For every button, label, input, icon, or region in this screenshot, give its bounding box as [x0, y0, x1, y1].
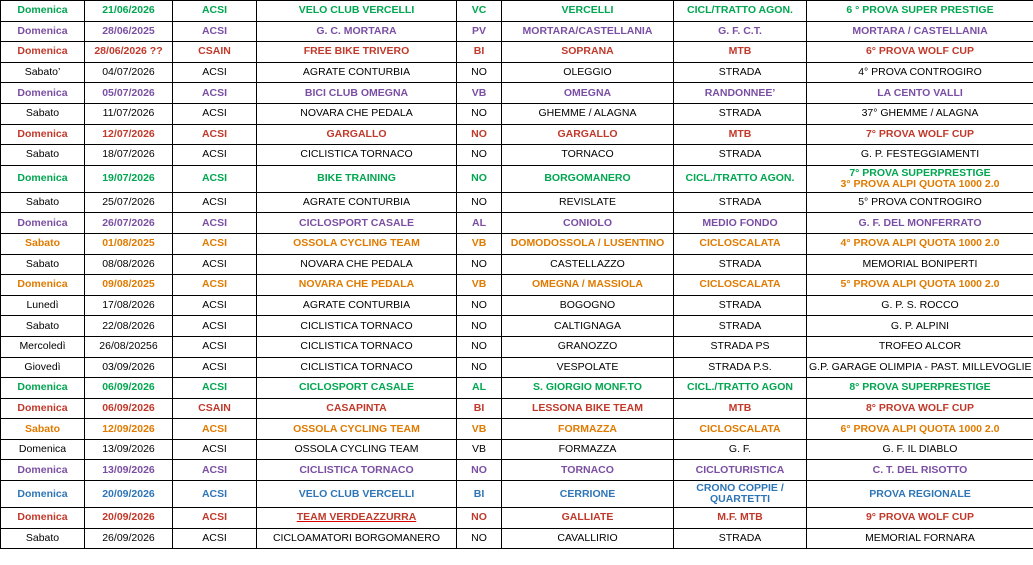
- cell-federation: ACSI: [173, 439, 257, 460]
- cell-date: 06/09/2026: [85, 398, 173, 419]
- cell-day: Domenica: [1, 124, 85, 145]
- cell-date: 26/09/2026: [85, 528, 173, 549]
- cell-organizer: BICI CLUB OMEGNA: [257, 83, 457, 104]
- table-row: [1, 336, 1033, 357]
- cell-location: CALTIGNAGA: [502, 316, 674, 337]
- cell-event: 6° PROVA ALPI QUOTA 1000 2.0: [807, 419, 1033, 440]
- table-row: [1, 439, 1033, 460]
- cell-federation: CSAIN: [173, 398, 257, 419]
- cell-location: CASTELLAZZO: [502, 254, 674, 275]
- cell-location: GHEMME / ALAGNA: [502, 103, 674, 124]
- cell-province: VB: [457, 275, 502, 296]
- cell-location: CAVALLIRIO: [502, 528, 674, 549]
- table-row: [1, 508, 1033, 529]
- cell-discipline: CRONO COPPIE / QUARTETTI: [674, 481, 807, 508]
- cell-federation: ACSI: [173, 460, 257, 481]
- cell-date: 13/09/2026: [85, 460, 173, 481]
- cell-federation: ACSI: [173, 295, 257, 316]
- cell-event: 5° PROVA ALPI QUOTA 1000 2.0: [807, 275, 1033, 296]
- cell-organizer: CICLISTICA TORNACO: [257, 316, 457, 337]
- cell-date: 25/07/2026: [85, 192, 173, 213]
- cell-event: 4° PROVA ALPI QUOTA 1000 2.0: [807, 233, 1033, 254]
- cell-discipline: STRADA: [674, 192, 807, 213]
- cell-organizer: CICLOSPORT CASALE: [257, 378, 457, 399]
- cell-discipline: CICLOSCALATA: [674, 233, 807, 254]
- cell-day: Sabato: [1, 528, 85, 549]
- cell-day: Domenica: [1, 439, 85, 460]
- cell-location: VESPOLATE: [502, 357, 674, 378]
- cell-date: 12/07/2026: [85, 124, 173, 145]
- cell-province: AL: [457, 213, 502, 234]
- cell-organizer: OSSOLA CYCLING TEAM: [257, 233, 457, 254]
- cell-day: Sabato’: [1, 62, 85, 83]
- cell-organizer: AGRATE CONTURBIA: [257, 192, 457, 213]
- cell-discipline: STRADA: [674, 528, 807, 549]
- cell-discipline: CICLOTURISTICA: [674, 460, 807, 481]
- cell-organizer: NOVARA CHE PEDALA: [257, 254, 457, 275]
- cell-event: 5° PROVA CONTROGIRO: [807, 192, 1033, 213]
- cell-date: 17/08/2026: [85, 295, 173, 316]
- cell-date: 28/06/2025: [85, 21, 173, 42]
- cell-event: 8° PROVA SUPERPRESTIGE: [807, 378, 1033, 399]
- cell-discipline: CICL/TRATTO AGON.: [674, 1, 807, 22]
- cell-location: OMEGNA: [502, 83, 674, 104]
- cell-federation: ACSI: [173, 21, 257, 42]
- cell-location: S. GIORGIO MONF.TO: [502, 378, 674, 399]
- table-row: [1, 233, 1033, 254]
- cell-location: OMEGNA / MASSIOLA: [502, 275, 674, 296]
- cell-federation: ACSI: [173, 275, 257, 296]
- table-row: [1, 213, 1033, 234]
- cell-event: 37° GHEMME / ALAGNA: [807, 103, 1033, 124]
- table-row: [1, 124, 1033, 145]
- cell-event: 6 ° PROVA SUPER PRESTIGE: [807, 1, 1033, 22]
- cell-location: SOPRANA: [502, 42, 674, 63]
- cell-province: VB: [457, 419, 502, 440]
- cell-date: 13/09/2026: [85, 439, 173, 460]
- organizer-name: TEAM VERDEAZZURRA: [296, 511, 417, 524]
- cell-event: G. P. S. ROCCO: [807, 295, 1033, 316]
- table-row: [1, 357, 1033, 378]
- cell-federation: ACSI: [173, 378, 257, 399]
- cell-discipline: STRADA: [674, 316, 807, 337]
- cell-organizer: BIKE TRAINING: [257, 165, 457, 192]
- table-row: [1, 62, 1033, 83]
- cell-location: BORGOMANERO: [502, 165, 674, 192]
- cell-event: MEMORIAL FORNARA: [807, 528, 1033, 549]
- cell-day: Domenica: [1, 398, 85, 419]
- cell-province: NO: [457, 316, 502, 337]
- cell-event: [807, 165, 1033, 192]
- cell-day: Domenica: [1, 1, 85, 22]
- cell-federation: ACSI: [173, 508, 257, 529]
- table-row: [1, 481, 1033, 508]
- table-row: [1, 103, 1033, 124]
- cell-location: FORMAZZA: [502, 419, 674, 440]
- cell-day: Sabato: [1, 254, 85, 275]
- cell-event: 4° PROVA CONTROGIRO: [807, 62, 1033, 83]
- cell-event: G. F. IL DIABLO: [807, 439, 1033, 460]
- cell-federation: ACSI: [173, 528, 257, 549]
- table-body: [1, 1, 1033, 549]
- cell-discipline: STRADA P.S.: [674, 357, 807, 378]
- cell-organizer: AGRATE CONTURBIA: [257, 62, 457, 83]
- table-row: [1, 192, 1033, 213]
- cell-organizer: G. C. MORTARA: [257, 21, 457, 42]
- cell-event: LA CENTO VALLI: [807, 83, 1033, 104]
- cell-date: 08/08/2026: [85, 254, 173, 275]
- cell-date: 12/09/2026: [85, 419, 173, 440]
- cell-organizer: AGRATE CONTURBIA: [257, 295, 457, 316]
- cell-federation: ACSI: [173, 316, 257, 337]
- cell-date: 11/07/2026: [85, 103, 173, 124]
- table-row: [1, 83, 1033, 104]
- cell-date: 06/09/2026: [85, 378, 173, 399]
- cell-location: LESSONA BIKE TEAM: [502, 398, 674, 419]
- cell-organizer: CICLISTICA TORNACO: [257, 336, 457, 357]
- cell-province: BI: [457, 398, 502, 419]
- cell-day: Mercoledì: [1, 336, 85, 357]
- cell-province: AL: [457, 378, 502, 399]
- cell-federation: ACSI: [173, 357, 257, 378]
- cell-organizer: GARGALLO: [257, 124, 457, 145]
- cell-organizer: VELO CLUB VERCELLI: [257, 481, 457, 508]
- cell-discipline: G. F.: [674, 439, 807, 460]
- cell-federation: ACSI: [173, 1, 257, 22]
- cell-organizer: CICLOAMATORI BORGOMANERO: [257, 528, 457, 549]
- cell-event: 9° PROVA WOLF CUP: [807, 508, 1033, 529]
- cell-province: BI: [457, 481, 502, 508]
- cell-province: PV: [457, 21, 502, 42]
- cell-organizer: [257, 508, 457, 529]
- cell-federation: ACSI: [173, 83, 257, 104]
- cell-day: Lunedì: [1, 295, 85, 316]
- cell-federation: ACSI: [173, 213, 257, 234]
- cell-organizer: CICLOSPORT CASALE: [257, 213, 457, 234]
- cell-federation: ACSI: [173, 145, 257, 166]
- cell-location: CONIOLO: [502, 213, 674, 234]
- cell-discipline: CICL./TRATTO AGON: [674, 378, 807, 399]
- cell-discipline: STRADA: [674, 295, 807, 316]
- event-line-1: 7° PROVA SUPERPRESTIGE: [849, 166, 991, 179]
- cell-organizer: FREE BIKE TRIVERO: [257, 42, 457, 63]
- cell-event: 8° PROVA WOLF CUP: [807, 398, 1033, 419]
- cell-province: NO: [457, 528, 502, 549]
- cell-date: 09/08/2025: [85, 275, 173, 296]
- cell-location: BOGOGNO: [502, 295, 674, 316]
- cell-day: Domenica: [1, 42, 85, 63]
- table-row: [1, 21, 1033, 42]
- cell-day: Sabato: [1, 103, 85, 124]
- cell-discipline: MTB: [674, 124, 807, 145]
- cell-day: Domenica: [1, 275, 85, 296]
- cell-discipline: CICLOSCALATA: [674, 419, 807, 440]
- cell-province: NO: [457, 124, 502, 145]
- cell-location: TORNACO: [502, 460, 674, 481]
- table-row: [1, 254, 1033, 275]
- cell-discipline: STRADA: [674, 145, 807, 166]
- cell-discipline: STRADA: [674, 254, 807, 275]
- cell-discipline: CICL./TRATTO AGON.: [674, 165, 807, 192]
- table-row: [1, 316, 1033, 337]
- cell-event: TROFEO ALCOR: [807, 336, 1033, 357]
- cell-event: PROVA REGIONALE: [807, 481, 1033, 508]
- cell-organizer: OSSOLA CYCLING TEAM: [257, 439, 457, 460]
- event-line-2: 3° PROVA ALPI QUOTA 1000 2.0: [840, 177, 1000, 190]
- cell-organizer: NOVARA CHE PEDALA: [257, 103, 457, 124]
- cell-location: FORMAZZA: [502, 439, 674, 460]
- cell-location: GARGALLO: [502, 124, 674, 145]
- cell-date: 21/06/2026: [85, 1, 173, 22]
- cell-day: Domenica: [1, 83, 85, 104]
- cell-federation: ACSI: [173, 192, 257, 213]
- cell-province: NO: [457, 192, 502, 213]
- table-row: [1, 378, 1033, 399]
- cell-location: DOMODOSSOLA / LUSENTINO: [502, 233, 674, 254]
- cell-event: G. F. DEL MONFERRATO: [807, 213, 1033, 234]
- cell-event: G. P. FESTEGGIAMENTI: [807, 145, 1033, 166]
- cell-date: 26/07/2026: [85, 213, 173, 234]
- table-row: [1, 419, 1033, 440]
- cell-organizer: CICLISTICA TORNACO: [257, 460, 457, 481]
- cell-organizer: CICLISTICA TORNACO: [257, 145, 457, 166]
- cell-province: VB: [457, 233, 502, 254]
- cell-federation: ACSI: [173, 124, 257, 145]
- cell-province: NO: [457, 295, 502, 316]
- table-row: [1, 295, 1033, 316]
- cell-day: Sabato: [1, 419, 85, 440]
- cell-province: NO: [457, 62, 502, 83]
- cell-province: NO: [457, 357, 502, 378]
- cell-day: Domenica: [1, 460, 85, 481]
- cell-location: TORNACO: [502, 145, 674, 166]
- cell-discipline: MEDIO FONDO: [674, 213, 807, 234]
- cell-province: NO: [457, 508, 502, 529]
- cell-discipline: M.F. MTB: [674, 508, 807, 529]
- table-row: [1, 528, 1033, 549]
- cell-location: MORTARA/CASTELLANIA: [502, 21, 674, 42]
- cell-discipline: STRADA: [674, 62, 807, 83]
- cell-location: GALLIATE: [502, 508, 674, 529]
- cell-federation: ACSI: [173, 103, 257, 124]
- table-row: [1, 398, 1033, 419]
- table-row: [1, 42, 1033, 63]
- table-row: [1, 1, 1033, 22]
- cell-province: VB: [457, 439, 502, 460]
- cell-province: VC: [457, 1, 502, 22]
- cell-federation: ACSI: [173, 336, 257, 357]
- table-row: [1, 275, 1033, 296]
- cell-federation: CSAIN: [173, 42, 257, 63]
- cell-province: NO: [457, 254, 502, 275]
- cell-location: CERRIONE: [502, 481, 674, 508]
- cell-event: 7° PROVA WOLF CUP: [807, 124, 1033, 145]
- cell-day: Domenica: [1, 508, 85, 529]
- cell-organizer: CASAPINTA: [257, 398, 457, 419]
- table-row: [1, 145, 1033, 166]
- cell-federation: ACSI: [173, 481, 257, 508]
- cell-organizer: NOVARA CHE PEDALA: [257, 275, 457, 296]
- cell-day: Sabato: [1, 316, 85, 337]
- cell-federation: ACSI: [173, 419, 257, 440]
- cell-date: 26/08/20256: [85, 336, 173, 357]
- cell-province: VB: [457, 83, 502, 104]
- cell-date: 04/07/2026: [85, 62, 173, 83]
- cell-province: NO: [457, 460, 502, 481]
- cell-date: 28/06/2026 ??: [85, 42, 173, 63]
- cell-date: 20/09/2026: [85, 508, 173, 529]
- cell-date: 22/08/2026: [85, 316, 173, 337]
- cell-date: 01/08/2025: [85, 233, 173, 254]
- cell-discipline: STRADA: [674, 103, 807, 124]
- cell-event: C. T. DEL RISOTTO: [807, 460, 1033, 481]
- cell-discipline: MTB: [674, 398, 807, 419]
- cell-event: G. P. ALPINI: [807, 316, 1033, 337]
- cell-date: 19/07/2026: [85, 165, 173, 192]
- cell-discipline: RANDONNEE’: [674, 83, 807, 104]
- cell-event: MORTARA / CASTELLANIA: [807, 21, 1033, 42]
- cell-location: REVISLATE: [502, 192, 674, 213]
- table-row: [1, 165, 1033, 192]
- cell-federation: ACSI: [173, 62, 257, 83]
- cell-day: Giovedì: [1, 357, 85, 378]
- cell-day: Domenica: [1, 165, 85, 192]
- cell-federation: ACSI: [173, 233, 257, 254]
- cell-day: Domenica: [1, 481, 85, 508]
- cell-date: 20/09/2026: [85, 481, 173, 508]
- cell-event: G.P. GARAGE OLIMPIA - PAST. MILLEVOGLIE: [807, 357, 1033, 378]
- table-row: [1, 460, 1033, 481]
- cell-discipline: MTB: [674, 42, 807, 63]
- cell-location: VERCELLI: [502, 1, 674, 22]
- cell-organizer: OSSOLA CYCLING TEAM: [257, 419, 457, 440]
- cell-day: Domenica: [1, 378, 85, 399]
- cell-organizer: CICLISTICA TORNACO: [257, 357, 457, 378]
- cell-organizer: VELO CLUB VERCELLI: [257, 1, 457, 22]
- cell-date: 18/07/2026: [85, 145, 173, 166]
- cell-province: NO: [457, 145, 502, 166]
- cell-province: NO: [457, 103, 502, 124]
- cell-province: NO: [457, 336, 502, 357]
- cell-location: OLEGGIO: [502, 62, 674, 83]
- cell-discipline: STRADA PS: [674, 336, 807, 357]
- cell-location: GRANOZZO: [502, 336, 674, 357]
- cell-event: 6° PROVA WOLF CUP: [807, 42, 1033, 63]
- cell-discipline: G. F. C.T.: [674, 21, 807, 42]
- cell-day: Domenica: [1, 213, 85, 234]
- cell-federation: ACSI: [173, 254, 257, 275]
- cell-event: MEMORIAL BONIPERTI: [807, 254, 1033, 275]
- cell-day: Sabato: [1, 233, 85, 254]
- cell-day: Sabato: [1, 145, 85, 166]
- cell-day: Sabato: [1, 192, 85, 213]
- cell-province: BI: [457, 42, 502, 63]
- cell-federation: ACSI: [173, 165, 257, 192]
- cell-discipline: CICLOSCALATA: [674, 275, 807, 296]
- cell-province: NO: [457, 165, 502, 192]
- cell-day: Domenica: [1, 21, 85, 42]
- cell-date: 03/09/2026: [85, 357, 173, 378]
- cell-date: 05/07/2026: [85, 83, 173, 104]
